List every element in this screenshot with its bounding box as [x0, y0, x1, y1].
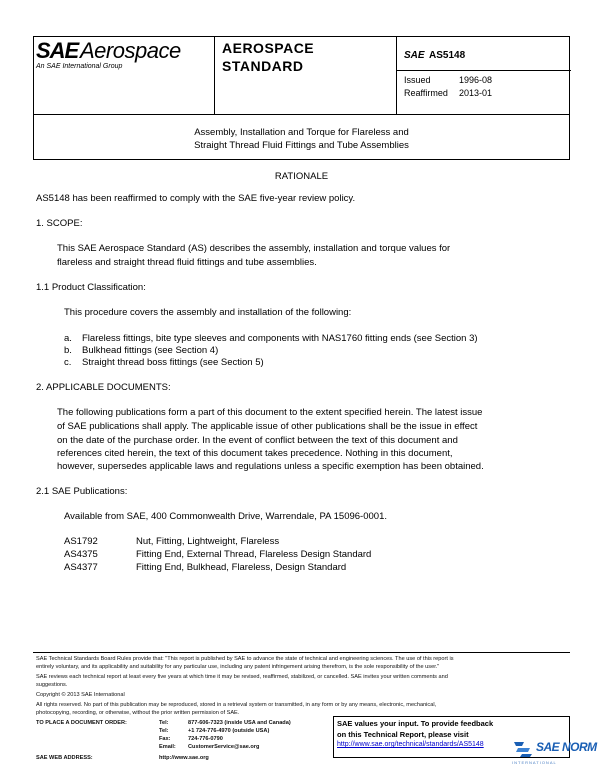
sae-norm-logo-icon [512, 738, 534, 758]
applicable-line-2: of SAE publications shall apply. The applicable issue of other publications shall be the issue in effect [57, 421, 478, 432]
applicable-line-1: The following publications form a part of this document to the extent specified herein. The latest issue [57, 407, 483, 418]
applicable-line-5: however, supersedes applicable laws and regulations unless a specific exemption has been obtained. [57, 461, 484, 472]
applicable-heading: 2. APPLICABLE DOCUMENTS: [36, 382, 171, 393]
footer-fine-4: suggestions. [36, 682, 68, 688]
footer-fine-2: entirely voluntary, and its applicability and suitability for any particular use, including any patent infringement arising therefrom, is the sole responsibility of the user." [36, 664, 440, 670]
watermark-sub: INTERNATIONAL [512, 760, 557, 765]
fax-label: Fax: [159, 736, 171, 742]
sae-pubs-available: Available from SAE, 400 Commonwealth Drive, Warrendale, PA 15096-0001. [64, 511, 387, 522]
ref-desc: Fitting End, Bulkhead, Flareless, Design Standard [136, 562, 347, 573]
ref-desc: Fitting End, External Thread, Flareless Design Standard [136, 549, 372, 560]
standard-line-2: STANDARD [222, 58, 304, 74]
footer-fine-3: SAE reviews each technical report at least every five years at which time it may be revised, reaffirmed, stabilized, or cancelled. SAE invites your written comments and [36, 674, 448, 680]
product-item-a-text: Flareless fittings, bite type sleeves and components with NAS1760 fitting ends (see Section 3) [82, 333, 478, 344]
feedback-link[interactable]: http://www.sae.org/technical/standards/AS5148 [337, 741, 484, 748]
reaffirmed-value: 2013-01 [459, 88, 493, 98]
product-heading: 1.1 Product Classification: [36, 282, 146, 293]
footer-fine-7: photocopying, recording, or otherwise, without the prior written permission of SAE. [36, 710, 240, 716]
doc-title-line-2: Straight Thread Fluid Fittings and Tube Assemblies [194, 140, 409, 151]
ref-id: AS1792 [64, 536, 98, 547]
scope-heading: 1. SCOPE: [36, 218, 83, 229]
logo-subtitle: An SAE International Group [36, 63, 123, 70]
email-value[interactable]: CustomerService@sae.org [188, 744, 260, 750]
footer-divider [33, 652, 570, 653]
footer-fine-1: SAE Technical Standards Board Rules provide that: "This report is published by SAE to advance the state of technical and engineering sciences. The use of this report is [36, 656, 454, 662]
issued-value: 1996-08 [459, 75, 493, 85]
tel2-value: +1 724-776-4970 (outside USA) [188, 728, 270, 734]
issued-label: Issued [404, 75, 431, 85]
tel2-label: Tel: [159, 728, 169, 734]
scope-line-2: flareless and straight thread fluid fittings and tube assemblies. [57, 257, 317, 268]
watermark-brand: SAE NORM [536, 740, 597, 754]
web-label: SAE WEB ADDRESS: [36, 755, 93, 761]
product-item-a-letter: a. [64, 333, 72, 344]
feedback-line-1: SAE values your input. To provide feedback [337, 719, 494, 728]
doc-number: AS5148 [429, 50, 466, 61]
product-item-c-text: Straight thread boss fittings (see Section 5) [82, 357, 264, 368]
order-label: TO PLACE A DOCUMENT ORDER: [36, 720, 127, 726]
fax-value: 724-776-0790 [188, 736, 223, 742]
footer-fine-6: All rights reserved. No part of this publication may be reproduced, stored in a retrieval system or transmitted, in any form or by any means, electronic, mechanical, [36, 702, 437, 708]
applicable-line-3: on the date of the purchase order. In the event of conflict between the text of this document and [57, 435, 458, 446]
rationale-heading: RATIONALE [274, 171, 329, 182]
product-item-b-letter: b. [64, 345, 72, 356]
footer-fine-5: Copyright © 2013 SAE International [36, 692, 125, 698]
logo-aerospace: Aerospace [80, 38, 181, 63]
doc-sae-mark: SAE [404, 50, 425, 61]
logo-sae: SAE [36, 38, 79, 63]
standard-line-1: AEROSPACE [222, 40, 315, 56]
product-item-b-text: Bulkhead fittings (see Section 4) [82, 345, 219, 356]
applicable-line-4: references cited herein, the text of this document takes precedence. Nothing in this document, [57, 448, 453, 459]
standard-title [222, 39, 314, 75]
rationale-text: AS5148 has been reaffirmed to comply with the SAE five-year review policy. [36, 193, 356, 204]
web-value[interactable]: http://www.sae.org [159, 755, 209, 761]
ref-id: AS4375 [64, 549, 98, 560]
tel-value: 877-606-7323 (inside USA and Canada) [188, 720, 291, 726]
reaffirmed-label: Reaffirmed [404, 88, 448, 98]
scope-line-1: This SAE Aerospace Standard (AS) describes the assembly, installation and torque values for [57, 243, 451, 254]
ref-desc: Nut, Fitting, Lightweight, Flareless [136, 536, 280, 547]
product-item-c-letter: c. [64, 357, 72, 368]
feedback-line-2: on this Technical Report, please visit [337, 730, 469, 739]
tel-label: Tel: [159, 720, 169, 726]
sae-pubs-heading: 2.1 SAE Publications: [36, 486, 128, 497]
product-intro: This procedure covers the assembly and installation of the following: [64, 307, 352, 318]
ref-id: AS4377 [64, 562, 98, 573]
email-label: Email: [159, 744, 176, 750]
doc-title-line-1: Assembly, Installation and Torque for Flareless and [194, 127, 409, 138]
